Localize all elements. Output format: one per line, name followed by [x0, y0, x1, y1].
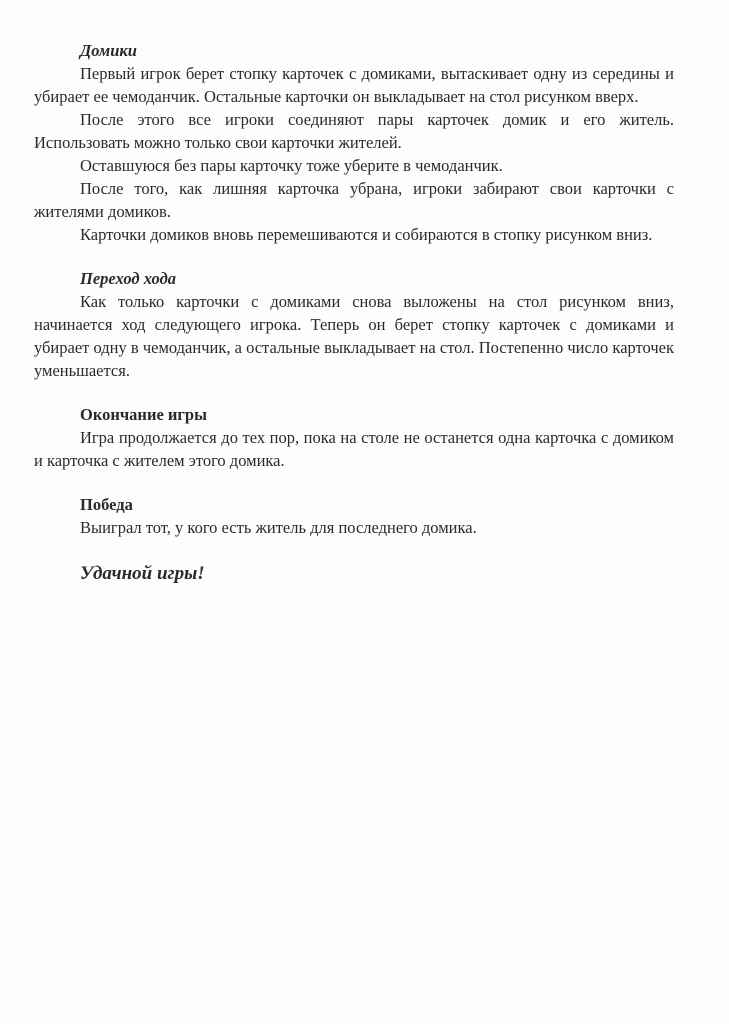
paragraph: Карточки домиков вновь перемешиваются и собираются в стопку рисунком вниз.: [80, 225, 653, 244]
paragraph: После того, как лишняя карточка убрана, игроки забирают свои карточки с жителями домиков.: [34, 179, 674, 221]
section-heading: Домики: [80, 41, 137, 60]
closing-wish: Удачной игры!: [80, 563, 205, 584]
rules-page: [34, 40, 674, 587]
section-game-end: [34, 404, 674, 472]
section-heading: Переход хода: [80, 269, 177, 288]
paragraph: Первый игрок берет стопку карточек с домиками, вытаскивает одну из середины и убирает ее чемоданчик. Остальные карточки он выкладывает на стол рисунком вверх.: [34, 64, 674, 106]
section-heading: Окончание игры: [80, 405, 207, 424]
paragraph: Выиграл тот, у кого есть житель для последнего домика.: [80, 518, 477, 537]
paragraph: Как только карточки с домиками снова выложены на стол рисунком вниз, начинается ход следующего игрока. Теперь он берет стопку карточек с домиками и убирает одну в чемоданчик, а остальные выкладывает на стол. Постепенно число карточек уменьшается.: [34, 292, 674, 380]
paragraph: После этого все игроки соединяют пары карточек домик и его житель. Использовать можно только свои карточки жителей.: [34, 110, 674, 152]
paragraph: Игра продолжается до тех пор, пока на столе не останется одна карточка с домиком и карточка с жителем этого домика.: [34, 428, 674, 470]
section-houses: [34, 40, 674, 246]
section-heading: Победа: [80, 495, 133, 514]
section-victory: [34, 494, 674, 539]
section-turn-change: [34, 268, 674, 382]
paragraph: Оставшуюся без пары карточку тоже уберите в чемоданчик.: [80, 156, 503, 175]
